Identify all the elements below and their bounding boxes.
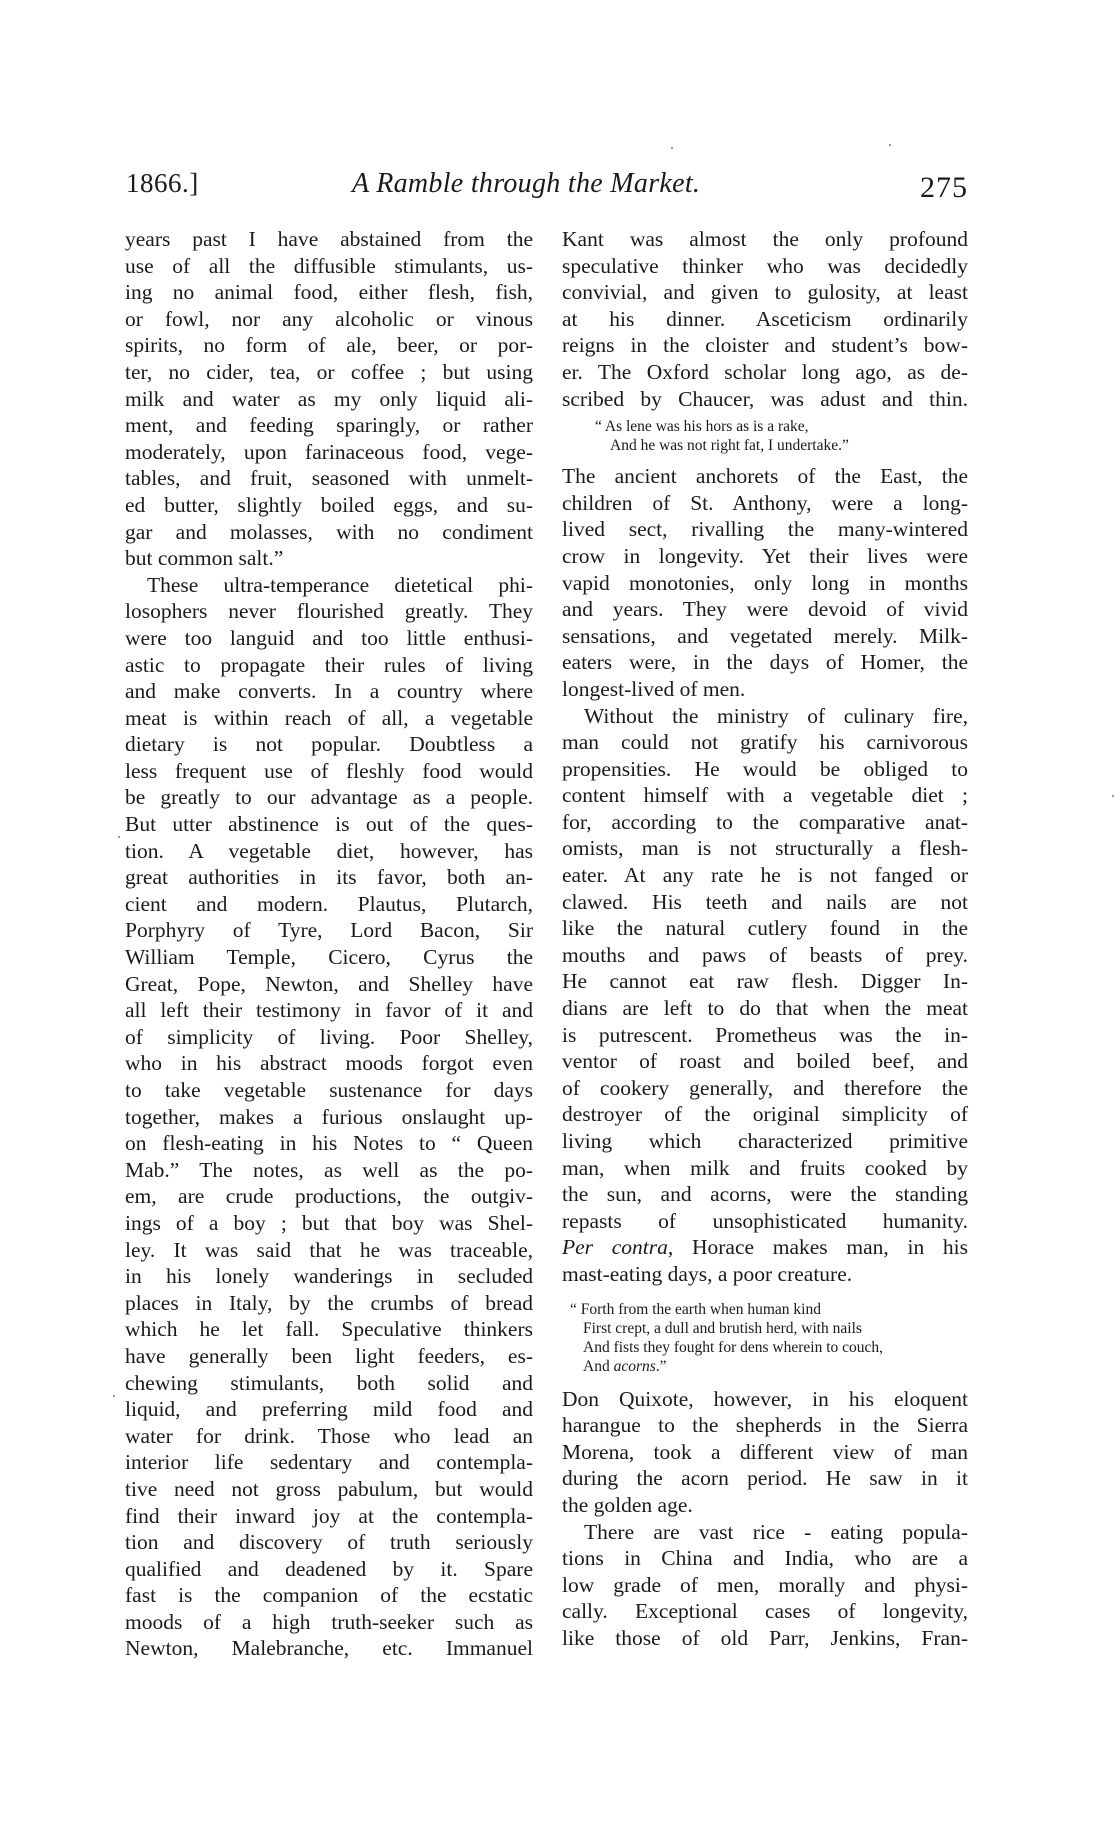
text-line: all left their testimony in favor of it and bbox=[125, 998, 533, 1023]
text-line: places in Italy, by the crumbs of bread bbox=[125, 1290, 533, 1315]
text-line: ventor of roast and boiled beef, and bbox=[562, 1049, 968, 1074]
text-line: mast-eating days, a poor creature. bbox=[562, 1261, 853, 1286]
quote-line: And he was not right fat, I undertake.” bbox=[610, 437, 849, 455]
quote-line: “ As lene was his hors as is a rake, bbox=[595, 418, 809, 436]
text-line: Don Quixote, however, in his eloquent bbox=[562, 1386, 968, 1411]
text-line: have generally been light feeders, es- bbox=[125, 1343, 533, 1368]
text-line: ley. It was said that he was traceable, bbox=[125, 1237, 533, 1262]
paragraph-rice-eating bbox=[562, 1519, 968, 1652]
print-speck bbox=[113, 1395, 115, 1397]
text-line: Per contra, Horace makes man, in his bbox=[562, 1235, 968, 1260]
text-line: low grade of men, morally and physi- bbox=[562, 1572, 968, 1597]
text-line: em, are crude productions, the outgiv- bbox=[125, 1184, 533, 1209]
text-line: the golden age. bbox=[562, 1492, 693, 1517]
text-line: ed butter, slightly boiled eggs, and su- bbox=[125, 492, 533, 517]
text-line: convivial, and given to gulosity, at least bbox=[562, 280, 968, 305]
text-line: dietary is not popular. Doubtless a bbox=[125, 732, 533, 757]
header-date: 1866.] bbox=[126, 168, 199, 198]
text-line: man, when milk and fruits cooked by bbox=[562, 1155, 968, 1180]
text-line: moderately, upon farinaceous food, vege- bbox=[125, 439, 533, 464]
text-line: ment, and feeding sparingly, or rather bbox=[125, 413, 533, 438]
text-line: ing no animal food, either flesh, fish, bbox=[125, 280, 533, 305]
text-line: Great, Pope, Newton, and Shelley have bbox=[125, 971, 533, 996]
text-line: and make converts. In a country where bbox=[125, 679, 533, 704]
text-line: tions in China and India, who are a bbox=[562, 1546, 968, 1571]
text-line: less frequent use of fleshly food would bbox=[125, 758, 533, 783]
text-line: water for drink. Those who lead an bbox=[125, 1423, 533, 1448]
text-line: man could not gratify his carnivorous bbox=[562, 730, 968, 755]
quote-line: And fists they fought for dens wherein to couch, bbox=[583, 1338, 884, 1356]
text-line: which he let fall. Speculative thinkers bbox=[125, 1317, 533, 1342]
text-line: like those of old Parr, Jenkins, Fran- bbox=[562, 1625, 968, 1650]
text-line: tion. A vegetable diet, however, has bbox=[125, 838, 533, 863]
text-line: at his dinner. Asceticism ordinarily bbox=[562, 306, 968, 331]
text-line: or fowl, nor any alcoholic or vinous bbox=[125, 306, 533, 331]
paragraph-culinary-fire bbox=[562, 703, 968, 1235]
text-line: Kant was almost the only profound bbox=[562, 227, 968, 251]
text-line: Morena, took a different view of man bbox=[562, 1439, 968, 1464]
text-line: content himself with a vegetable diet ; bbox=[562, 783, 968, 808]
text-line: and years. They were devoid of vivid bbox=[562, 597, 968, 622]
paragraph-don-quixote bbox=[562, 1386, 968, 1519]
text-line: spirits, no form of ale, beer, or por- bbox=[125, 333, 533, 358]
left-column bbox=[125, 226, 533, 1662]
print-speck bbox=[671, 147, 673, 149]
text-line: use of all the diffusible stimulants, us- bbox=[125, 253, 533, 278]
text-line: children of St. Anthony, were a long- bbox=[562, 490, 968, 515]
text-line: were too languid and too little enthusi- bbox=[125, 625, 533, 650]
quote-line: First crept, a dull and brutish herd, with nails bbox=[583, 1319, 862, 1337]
text-line: tables, and fruit, seasoned with unmelt- bbox=[125, 466, 533, 491]
text-line: scribed by Chaucer, was adust and thin. bbox=[562, 386, 968, 411]
text-line: longest-lived of men. bbox=[562, 676, 746, 701]
print-speck bbox=[1112, 795, 1114, 797]
text-line: meat is within reach of all, a vegetable bbox=[125, 705, 533, 730]
text-line: reigns in the cloister and student’s bow- bbox=[562, 333, 968, 358]
text-line: crow in longevity. Yet their lives were bbox=[562, 543, 968, 568]
text-line: Mab.” The notes, as well as the po- bbox=[125, 1157, 533, 1182]
text-line: vapid monotonies, only long in months bbox=[562, 570, 968, 595]
text-line: the sun, and acorns, were the standing bbox=[562, 1182, 968, 1207]
text-line: for, according to the comparative anat- bbox=[562, 809, 968, 834]
header-title: A Ramble through the Market. bbox=[352, 168, 701, 199]
text-line: mouths and paws of beasts of prey. bbox=[562, 942, 968, 967]
text-line: find their inward joy at the contempla- bbox=[125, 1503, 533, 1528]
text-line: repasts of unsophisticated humanity. bbox=[562, 1208, 968, 1233]
text-line: qualified and deadened by it. Spare bbox=[125, 1556, 533, 1581]
text-line: milk and water as my only liquid ali- bbox=[125, 386, 533, 411]
text-line: ter, no cider, tea, or coffee ; but using bbox=[125, 359, 533, 384]
quote-line: “ Forth from the earth when human kind bbox=[570, 1300, 821, 1318]
text-line: on flesh-eating in his Notes to “ Queen bbox=[125, 1131, 533, 1156]
print-speck bbox=[889, 144, 891, 146]
text-line: er. The Oxford scholar long ago, as de- bbox=[562, 359, 968, 384]
text-line: cient and modern. Plautus, Plutarch, bbox=[125, 891, 533, 916]
text-line: propensities. He would be obliged to bbox=[562, 756, 968, 781]
text-line: There are vast rice - eating popula- bbox=[584, 1519, 968, 1544]
text-line: sensations, and vegetated merely. Milk- bbox=[562, 623, 968, 648]
text-line: who in his abstract moods forgot even bbox=[125, 1051, 533, 1076]
text-line: interior life sedentary and contempla- bbox=[125, 1450, 533, 1475]
text-line: tion and discovery of truth seriously bbox=[125, 1530, 533, 1555]
page-number: 275 bbox=[920, 171, 968, 204]
text-line: liquid, and preferring mild food and bbox=[125, 1397, 533, 1422]
text-line: These ultra-temperance dietetical phi- bbox=[147, 572, 533, 597]
text-line: like the natural cutlery found in the bbox=[562, 916, 968, 941]
text-line: living which characterized primitive bbox=[562, 1129, 968, 1153]
text-line: gar and molasses, with no condiment bbox=[125, 519, 533, 544]
text-line: Newton, Malebranche, etc. Immanuel bbox=[125, 1636, 533, 1661]
paragraph-kant bbox=[562, 226, 968, 412]
text-line: dians are left to do that when the meat bbox=[562, 996, 968, 1021]
text-line: cally. Exceptional cases of longevity, bbox=[562, 1599, 968, 1624]
text-line: of simplicity of living. Poor Shelley, bbox=[125, 1024, 533, 1049]
text-line: of cookery generally, and therefore the bbox=[562, 1075, 968, 1100]
text-line: Without the ministry of culinary fire, bbox=[584, 703, 968, 728]
text-line: is putrescent. Prometheus was the in- bbox=[562, 1022, 968, 1047]
text-line: He cannot eat raw flesh. Digger In- bbox=[562, 969, 968, 994]
text-line: lived sect, rivalling the many-wintered bbox=[562, 517, 968, 542]
text-line: fast is the companion of the ecstatic bbox=[125, 1583, 533, 1608]
text-line: Porphyry of Tyre, Lord Bacon, Sir bbox=[125, 918, 533, 943]
text-line: together, makes a furious onslaught up- bbox=[125, 1104, 533, 1129]
text-line: destroyer of the original simplicity of bbox=[562, 1102, 968, 1127]
horace-quote bbox=[562, 1288, 968, 1386]
text-line: chewing stimulants, both solid and bbox=[125, 1370, 533, 1395]
text-line: astic to propagate their rules of living bbox=[125, 652, 533, 677]
chaucer-quote bbox=[562, 412, 968, 463]
text-line: omists, man is not structurally a flesh- bbox=[562, 836, 968, 861]
quote-line: And acorns.” bbox=[583, 1357, 667, 1375]
text-line: but common salt.” bbox=[125, 546, 284, 571]
text-line: eaters were, in the days of Homer, the bbox=[562, 650, 968, 675]
text-line: But utter abstinence is out of the ques- bbox=[125, 812, 533, 837]
text-line: moods of a high truth-seeker such as bbox=[125, 1609, 533, 1634]
text-line: years past I have abstained from the bbox=[125, 227, 533, 251]
text-line: clawed. His teeth and nails are not bbox=[562, 889, 968, 914]
text-line: great authorities in its favor, both an- bbox=[125, 865, 533, 890]
right-column bbox=[562, 226, 968, 1652]
italic-phrase: Per contra bbox=[562, 1235, 668, 1260]
text-line: tive need not gross pabulum, but would bbox=[125, 1476, 533, 1501]
running-header bbox=[126, 168, 968, 208]
text-line: eater. At any rate he is not fanged or bbox=[562, 863, 968, 888]
text-line: harangue to the shepherds in the Sierra bbox=[562, 1413, 968, 1438]
text-line: in his lonely wanderings in secluded bbox=[125, 1264, 533, 1289]
text-line: The ancient anchorets of the East, the bbox=[562, 464, 968, 489]
text-line: speculative thinker who was decidedly bbox=[562, 253, 968, 278]
text-line: during the acorn period. He saw in it bbox=[562, 1466, 968, 1491]
text-line: to take vegetable sustenance for days bbox=[125, 1078, 533, 1102]
text-line: William Temple, Cicero, Cyrus the bbox=[125, 945, 533, 970]
text-line: losophers never flourished greatly. They bbox=[125, 599, 533, 624]
text-line: ings of a boy ; but that boy was Shel- bbox=[125, 1210, 533, 1235]
text-line: be greatly to our advantage as a people. bbox=[125, 785, 533, 810]
print-speck bbox=[118, 836, 120, 838]
paragraph-anchorets bbox=[562, 463, 968, 702]
